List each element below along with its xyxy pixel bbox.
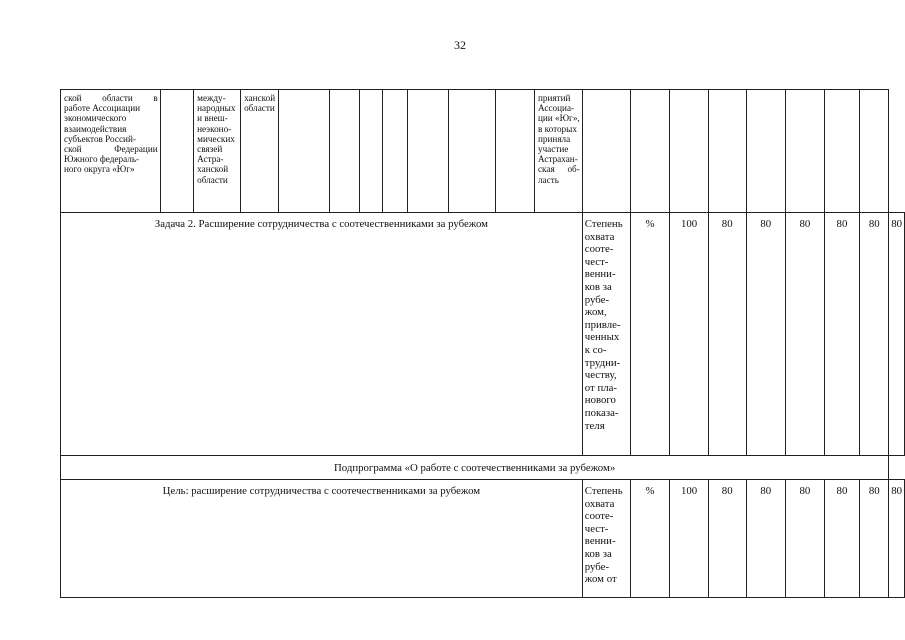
text-line: рубе- — [584, 293, 610, 306]
empty-cell — [582, 90, 630, 213]
text-line: соотe- — [584, 243, 614, 256]
text-line: ханской — [244, 93, 276, 103]
text-line: приятий — [537, 93, 571, 103]
text-line: от пла- — [584, 381, 618, 394]
empty-cell — [359, 90, 383, 213]
empty-cell — [708, 90, 746, 213]
text-line: привле- — [584, 318, 621, 331]
text-line: ков за — [584, 280, 612, 293]
text-line: неэконо- — [197, 123, 232, 134]
unit-cell: % — [630, 213, 670, 456]
table-row — [61, 480, 905, 598]
empty-cell — [824, 90, 860, 213]
text-line: и внеш- — [197, 113, 228, 124]
table-row — [61, 90, 905, 213]
value-cell: 80 — [708, 480, 746, 598]
text-line: Астрахан- — [537, 154, 578, 165]
text-line: Астра- — [197, 154, 224, 165]
text-line: нового — [584, 394, 616, 407]
text-line: народных — [197, 103, 236, 114]
text-line: ханской — [197, 164, 229, 175]
empty-cell — [630, 90, 670, 213]
text-line: жом, — [584, 306, 607, 319]
text-line: рубе- — [584, 560, 610, 573]
text-line: соотe- — [584, 510, 614, 523]
text-line: ская об- — [537, 164, 580, 175]
value-cell: 80 — [708, 213, 746, 456]
empty-cell — [670, 90, 709, 213]
text-line: ской Федерации — [64, 144, 158, 155]
text-line: жом от — [584, 573, 617, 586]
value-cell: 80 — [860, 213, 889, 456]
text-line: в которых — [537, 123, 577, 134]
text-line: участие — [537, 144, 569, 155]
page-number: 32 — [454, 38, 466, 52]
indicators-table — [60, 89, 905, 598]
text-line: чест- — [584, 255, 609, 268]
text-line: области — [244, 103, 275, 114]
text-line: к со- — [584, 343, 607, 356]
text-line: Степень — [584, 485, 623, 497]
text-line: охвата — [584, 497, 615, 510]
executor-cell — [194, 90, 241, 213]
empty-cell — [746, 90, 786, 213]
empty-cell — [449, 90, 495, 213]
text-line: охвата — [584, 230, 615, 243]
text-line: ласть — [537, 174, 559, 185]
indicator-cell — [534, 90, 582, 213]
empty-cell — [495, 90, 534, 213]
empty-cell — [383, 90, 408, 213]
empty-cell — [860, 90, 889, 213]
text-line: венни- — [584, 268, 616, 281]
text-line: честву, — [584, 369, 617, 382]
value-cell: 80 — [746, 480, 786, 598]
text-line: ции «Юг», — [537, 113, 580, 124]
goal-title-cell: Цель: расширение сотрудничества с соотечественниками за рубежом — [61, 480, 583, 598]
empty-cell — [330, 90, 360, 213]
text-line: приняла — [537, 133, 571, 144]
task-title-cell: Задача 2. Расширение сотрудничества с соотечественниками за рубежом — [61, 213, 583, 456]
region-cell — [241, 90, 279, 213]
unit-cell: % — [630, 480, 670, 598]
value-cell: 80 — [889, 213, 905, 456]
table-row — [61, 456, 905, 480]
text-line: чест- — [584, 522, 609, 535]
indicator-cell — [582, 213, 630, 456]
text-line: ного округа «Юг» — [64, 164, 135, 175]
text-line: Южного федераль- — [64, 154, 140, 165]
text-line: связей — [197, 144, 223, 155]
value-cell: 100 — [670, 480, 709, 598]
value-cell: 80 — [786, 213, 825, 456]
text-line: субъектов Россий- — [64, 133, 136, 144]
text-line: экономического — [64, 113, 127, 124]
empty-cell — [786, 90, 825, 213]
value-cell: 100 — [670, 213, 709, 456]
text-line: между- — [197, 93, 226, 103]
activity-name-cell — [61, 90, 161, 213]
text-line: Ассоциа- — [537, 103, 575, 114]
text-line: ской области в — [64, 93, 158, 103]
text-line: трудни- — [584, 356, 621, 369]
empty-cell — [408, 90, 449, 213]
text-line: теля — [584, 419, 605, 432]
indicator-cell — [582, 480, 630, 598]
text-line: показа- — [584, 406, 619, 419]
value-cell: 80 — [786, 480, 825, 598]
subprogram-title-cell: Подпрограмма «О работе с соотечественниками за рубежом» — [61, 456, 889, 480]
value-cell: 80 — [860, 480, 889, 598]
text-line: мических — [197, 133, 235, 144]
text-line: венни- — [584, 535, 616, 548]
text-line: Степень — [584, 218, 623, 230]
text-line: ков за — [584, 547, 612, 560]
table-row — [61, 213, 905, 456]
empty-cell — [160, 90, 193, 213]
value-cell: 80 — [889, 480, 905, 598]
value-cell: 80 — [824, 480, 860, 598]
empty-cell — [279, 90, 330, 213]
text-line: взаимодействия — [64, 123, 127, 134]
text-line: работе Ассоциации — [64, 103, 141, 114]
text-line: области — [197, 174, 228, 185]
value-cell: 80 — [746, 213, 786, 456]
value-cell: 80 — [824, 213, 860, 456]
text-line: ченных — [584, 331, 620, 344]
